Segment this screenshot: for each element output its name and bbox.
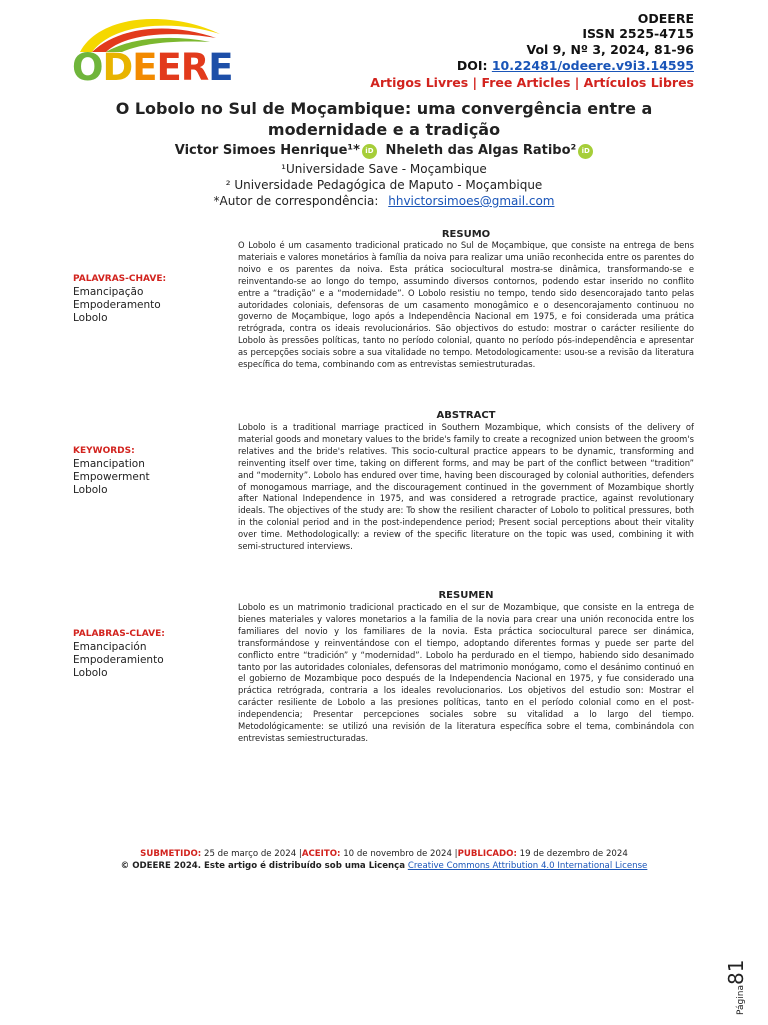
resumen-keywords-label: PALABRAS-CLAVE: <box>73 629 165 639</box>
volume-info: Vol 9, Nº 3, 2024, 81-96 <box>526 42 694 57</box>
keyword-item: Lobolo <box>73 667 108 679</box>
keyword-item: Empoderamento <box>73 299 161 311</box>
keyword-item: Lobolo <box>73 484 108 496</box>
journal-logo <box>70 12 233 89</box>
submitted-label: SUBMETIDO: <box>140 849 202 859</box>
keyword-item: Emancipación <box>73 641 147 653</box>
resumo-keywords-label: PALAVRAS-CHAVE: <box>73 274 167 284</box>
doi-link[interactable]: 10.22481/odeere.v9i3.14595 <box>491 58 694 73</box>
page-num: 81 <box>724 959 748 986</box>
author-2: Nheleth das Algas Ratibo² <box>385 143 577 158</box>
correspondence-line <box>0 193 768 209</box>
doi-label: DOI: <box>456 58 488 73</box>
keyword-item: Empoderamiento <box>73 654 164 666</box>
authors-line <box>0 142 768 160</box>
correspondence-email[interactable]: hhvictorsimoes@gmail.com <box>388 194 555 208</box>
issn: ISSN 2525-4715 <box>582 26 694 41</box>
accepted-date: 10 de novembro de 2024 <box>343 849 452 859</box>
orcid-icon[interactable]: iD <box>362 144 377 159</box>
keyword-item: Emancipation <box>73 458 145 470</box>
correspondence-label: *Autor de correspondência: <box>213 194 379 208</box>
page-word: Página <box>736 985 746 1015</box>
resumen-body: Lobolo es un matrimonio tradicional practicado en el sur de Mozambique, que consiste en la entrega de bienes materiales y valores monetarios a la familia de la novia para crear una unión reconocida entre los familiares del novio y los familiares de la novia. Esta práctica sociocultural parece ser dinámica, transformándose y reinventándose con el tiempo, adoptando diferentes formas y puede ser parte del conflicto entre “tradición” y “modernidad”. Lobolo ha perdurado en el tiempo, habiendo sido desanimado tanto por las autoridades coloniales, defensoras del matrimonio monógamo, como el desánimo continuó en el gobierno de Mozambique poco después de la Independencia Nacional en 1975, y fue considerado una práctica retrógrada, contraria a los ideales revolucionarios. Los objetivos del estudio son: Mostrar el carácter resiliente de Lobolo a las presiones políticas, tanto en el período colonial como en el post-independencia; Presentar percepciones sociales sobre su vitalidad a lo largo del tiempo. Metodológicamente: se utilizó una revisión de la literatura específica sobre el tema, combinándola con entrevistas semiestructuradas. <box>238 602 694 743</box>
submission-dates: SUBMETIDO: 25 de março de 2024 |ACEITO: 10 de novembro de 2024 |PUBLICADO: 19 de dezembro de 2024 <box>140 849 628 859</box>
journal-name: ODEERE <box>637 11 694 26</box>
keyword-item: Empowerment <box>73 471 150 483</box>
logo-wordmark: ODEERE <box>72 46 233 89</box>
resumen-heading: RESUMEN <box>438 590 494 601</box>
license-text: © ODEERE 2024. Este artigo é distribuído sob uma Licença <box>120 861 406 871</box>
accepted-label: ACEITO: <box>301 849 341 859</box>
affiliation-2: ² Universidade Pedagógica de Maputo - Moçambique <box>225 178 543 192</box>
doi-line <box>457 58 694 74</box>
license-link[interactable]: Creative Commons Attribution 4.0 International License <box>407 861 648 871</box>
article-title-line2: modernidade e a tradição <box>267 120 501 139</box>
page-number <box>722 955 762 1025</box>
license-line <box>0 860 768 872</box>
article-title-line1: O Lobolo no Sul de Moçambique: uma convergência entre a <box>115 99 653 118</box>
abstract-heading: ABSTRACT <box>436 410 496 421</box>
abstract-body: Lobolo is a traditional marriage practiced in Southern Mozambique, which consists of the delivery of material goods and monetary values to the bride's family to create a recognized union between the groom's relatives and the bride's relatives. This socio-cultural practice appears to be dynamic, transforming and reinventing itself over time, taking on different forms, and may be part of the conflict between “tradition” and “modernity”. Lobolo has endured over time, having been discouraged by colonial authorities, defenders of monogamous marriage, and the discouragement continued in the government of Mozambique shortly after National Independence in 1975, and was considered a retrograde practice, against revolutionary ideals. The objectives of the study are: To show the resilient character of Lobolo to political pressures, both in the colonial period and in the post-independence period; Present social perceptions about their vitality over time. Methodologically: a review of the specific literature on the topic was used, combining it with semi-structured interviews. <box>238 422 694 552</box>
resumo-heading: RESUMO <box>441 229 491 240</box>
abstract-keywords-label: KEYWORDS: <box>73 446 135 456</box>
author-1: Victor Simoes Henrique¹* <box>174 143 360 158</box>
resumo-body: O Lobolo é um casamento tradicional praticado no Sul de Moçambique, que consiste na entrega de bens materiais e valores monetários à família da noiva para realizar uma união reconhecida entre os parentes do noivo e os parentes da noiva. Esta prática sociocultural mostra-se dinâmica, transformando-se e reinventando-se ao longo do tempo, assumindo diversos contornos, podendo estar inserido no conflito entre a “tradição” e a “modernidade”. O Lobolo resistiu no tempo, tendo sido desencorajado tanto pelas autoridades coloniais, defensoras de um casamento monogâmico e o desencorajamento continuou no governo de Moçambique, logo após a Independência Nacional em 1975, e foi considerada uma prática retrógrada, contra os ideais revolucionários. São objectivos do estudo: mostrar o carácter resiliente do Lobolo às pressões políticas, tanto no período colonial, quanto no período pós-independência e apresentar as percepções sociais sobre a sua vitalidade no tempo. Metodologicamente: usou-se a revisão da literatura específica do tema, combinando com as entrevistas semiestruturadas. <box>238 240 694 370</box>
keyword-item: Emancipação <box>73 286 144 298</box>
orcid-icon[interactable]: iD <box>578 144 593 159</box>
published-label: PUBLICADO: <box>457 849 517 859</box>
published-date: 19 de dezembro de 2024 <box>519 849 628 859</box>
submitted-date: 25 de março de 2024 <box>203 849 297 859</box>
keyword-item: Lobolo <box>73 312 108 324</box>
affiliation-1: ¹Universidade Save - Moçambique <box>281 162 487 176</box>
article-type: Artigos Livres | Free Articles | Artículos Libres <box>370 75 694 90</box>
